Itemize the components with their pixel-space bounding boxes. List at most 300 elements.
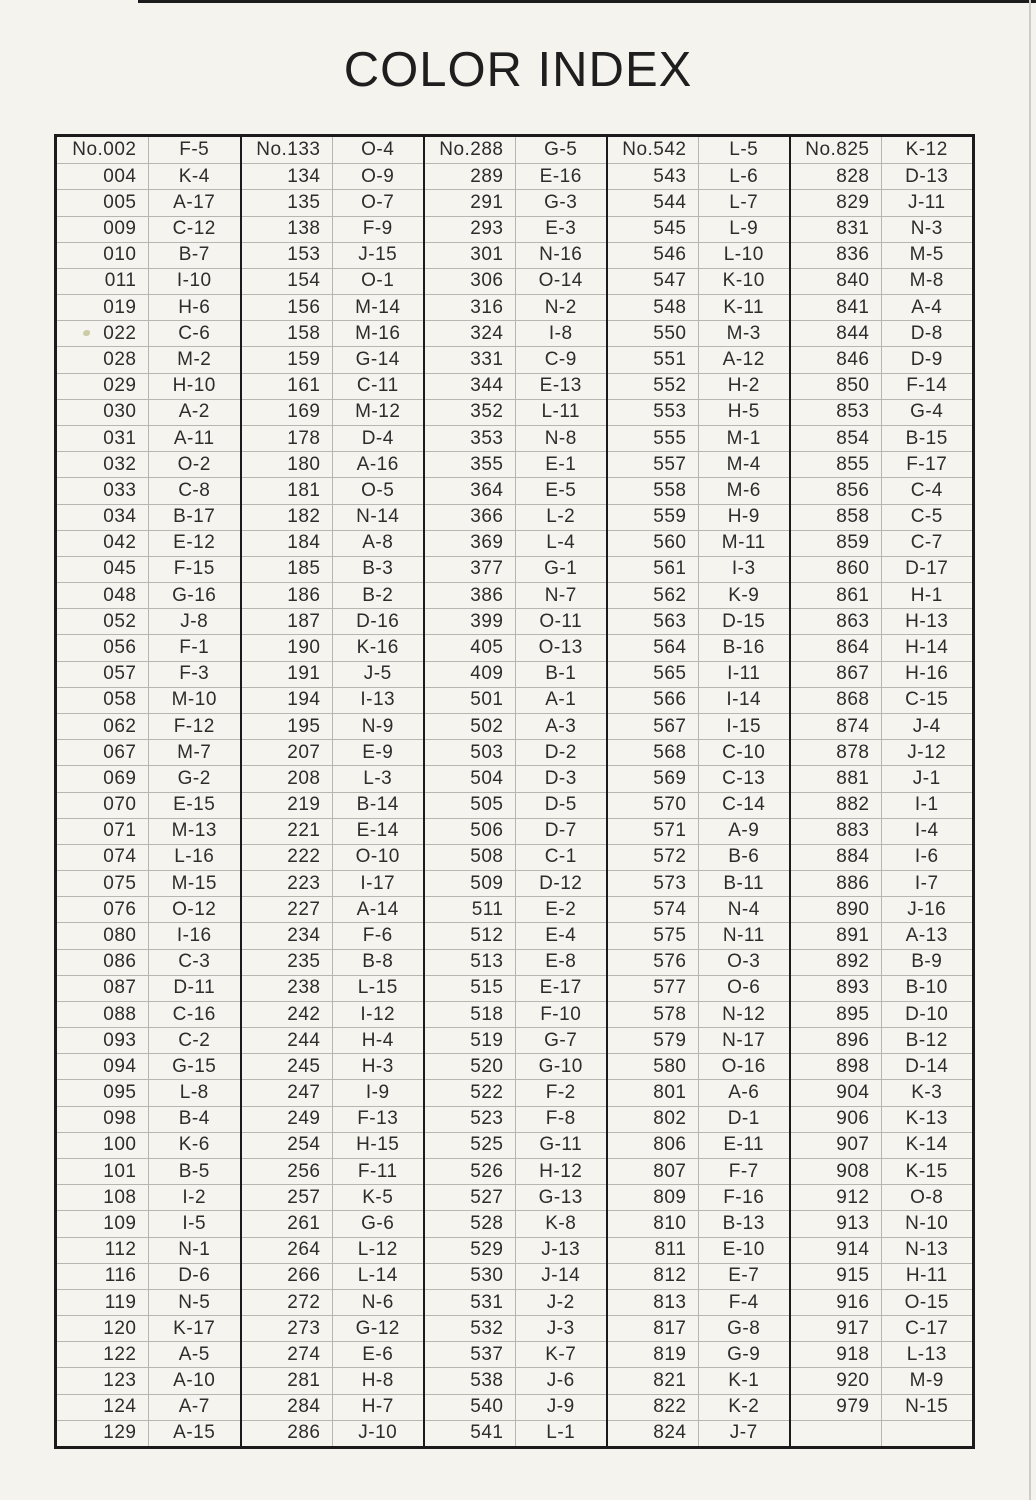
color-number-cell: 561 [608,557,699,582]
grid-code-cell: G-16 [172,584,217,606]
grid-code-cell: E-12 [173,532,216,554]
grid-code-cell: G-14 [355,349,400,371]
grid-code-cell: J-10 [358,1422,398,1444]
grid-code-cell: D-2 [544,741,577,763]
color-number-cell: 182 [242,505,333,530]
color-number-cell: 558 [608,478,699,503]
table-row [425,1367,606,1393]
grid-code-cell: O-2 [177,453,211,475]
color-number-cell: 235 [242,950,333,975]
grid-code-cell: F-13 [357,1108,399,1130]
grid-code-cell: J-7 [729,1422,758,1444]
grid-code-cell: E-14 [356,820,399,842]
color-number-cell: 874 [791,714,882,739]
grid-code-cell: C-11 [356,375,399,397]
grid-code-cell: D-13 [905,165,949,187]
table-row [242,661,423,687]
color-number-cell: 056 [57,635,149,660]
color-number-cell: 386 [425,583,516,608]
table-row [425,1420,606,1446]
grid-code-cell: A-13 [905,924,948,946]
grid-code-cell: A-14 [356,898,399,920]
color-number-cell: 575 [608,923,699,948]
color-number-cell: 810 [608,1211,699,1236]
color-number-cell: 264 [242,1238,333,1263]
table-row [242,949,423,975]
table-row [791,320,972,346]
color-number-cell: 807 [608,1159,699,1184]
grid-code-cell: F-4 [728,1291,759,1313]
color-number-cell: 364 [425,478,516,503]
table-row [608,922,789,948]
color-number-cell: 010 [57,243,149,268]
grid-code-cell: I-9 [365,1082,390,1104]
grid-code-cell: M-2 [177,349,212,371]
color-number-cell: 101 [57,1159,149,1184]
table-row [425,949,606,975]
grid-code-cell: O-14 [538,270,583,292]
table-row [791,268,972,294]
table-row [425,1079,606,1105]
table-row [57,399,240,425]
color-number-cell: 560 [608,531,699,556]
color-number-cell: 377 [425,557,516,582]
color-number-cell: 284 [242,1395,333,1420]
color-number-cell: 531 [425,1290,516,1315]
table-row [57,1315,240,1341]
table-row [425,346,606,372]
color-number-cell: 399 [425,609,516,634]
color-number-cell: 249 [242,1107,333,1132]
color-number-cell: 219 [242,793,333,818]
color-number-cell: 191 [242,662,333,687]
table-row [242,1184,423,1210]
table-row [608,373,789,399]
table-row [608,896,789,922]
table-row [242,792,423,818]
table-row [57,477,240,503]
grid-code-cell: F-2 [545,1082,576,1104]
color-number-cell: 186 [242,583,333,608]
grid-code-cell: M-10 [171,689,217,711]
table-row [57,216,240,242]
color-number-cell: 227 [242,897,333,922]
table-row [242,1289,423,1315]
color-number-cell: No.542 [608,137,699,163]
grid-code-cell: L-13 [906,1343,947,1365]
grid-code-cell: L-6 [729,165,759,187]
color-number-cell: 884 [791,845,882,870]
grid-code-cell: N-16 [539,244,583,266]
grid-code-cell: G-9 [727,1343,761,1365]
color-index-table [54,134,975,1449]
color-number-cell [791,1421,882,1446]
grid-code-cell: I-13 [360,689,396,711]
color-number-cell: 895 [791,1002,882,1027]
color-number-cell: 515 [425,976,516,1001]
color-number-cell: 194 [242,688,333,713]
table-row [242,1001,423,1027]
color-number-cell: 564 [608,635,699,660]
table-row [791,1079,972,1105]
color-number-cell: 074 [57,845,149,870]
grid-code-cell: B-10 [905,977,948,999]
grid-code-cell: M-14 [355,296,401,318]
table-row [57,556,240,582]
color-number-cell: 916 [791,1290,882,1315]
grid-code-cell: F-14 [906,375,948,397]
color-number-cell: 881 [791,766,882,791]
grid-code-cell: D-8 [910,322,943,344]
color-number-cell: 552 [608,374,699,399]
grid-code-cell: N-10 [905,1212,949,1234]
color-number-cell: 254 [242,1133,333,1158]
table-row [425,425,606,451]
grid-code-cell: D-9 [910,349,943,371]
table-row [425,844,606,870]
grid-code-cell: F-3 [179,663,210,685]
color-number-cell: 505 [425,793,516,818]
table-row [791,163,972,189]
color-number-cell: 511 [425,897,516,922]
table-row [425,713,606,739]
table-row [242,399,423,425]
table-row [57,1394,240,1420]
table-row [242,1237,423,1263]
grid-code-cell: C-3 [178,951,211,973]
grid-code-cell: I-2 [182,1186,207,1208]
grid-code-cell: G-1 [544,558,578,580]
grid-code-cell: K-5 [362,1186,394,1208]
grid-code-cell: C-6 [178,322,211,344]
color-number-cell: 071 [57,819,149,844]
color-number-cell: 920 [791,1368,882,1393]
color-number-cell: 891 [791,923,882,948]
table-row [425,1289,606,1315]
grid-code-cell: B-15 [905,427,948,449]
table-row [425,477,606,503]
table-row [608,346,789,372]
table-row [242,844,423,870]
color-number-cell: 545 [608,217,699,242]
color-number-cell: 573 [608,871,699,896]
color-number-cell: 366 [425,505,516,530]
table-row [57,1367,240,1393]
table-row [425,975,606,1001]
table-row [791,975,972,1001]
color-number-cell: 855 [791,452,882,477]
table-row [242,294,423,320]
color-number-cell: 856 [791,478,882,503]
color-number-cell: 918 [791,1342,882,1367]
color-number-cell: 242 [242,1002,333,1027]
table-row [791,1289,972,1315]
table-row [57,1263,240,1289]
color-number-cell: 048 [57,583,149,608]
table-row [425,792,606,818]
grid-code-cell: A-16 [356,453,399,475]
table-row [242,477,423,503]
color-number-cell: 223 [242,871,333,896]
color-number-cell: 502 [425,714,516,739]
table-row [425,1263,606,1289]
grid-code-cell: D-7 [544,820,577,842]
color-number-cell: 525 [425,1133,516,1158]
grid-code-cell: O-16 [721,1055,766,1077]
grid-code-cell: C-4 [910,479,943,501]
grid-code-cell: M-6 [726,479,761,501]
table-row [608,608,789,634]
grid-code-cell: B-1 [545,663,577,685]
table-row [791,1027,972,1053]
color-number-cell: 526 [425,1159,516,1184]
grid-code-cell: D-6 [178,1265,211,1287]
color-number-cell: 207 [242,740,333,765]
color-number-cell: 274 [242,1342,333,1367]
grid-code-cell: K-9 [728,584,760,606]
grid-code-cell: M-3 [726,322,761,344]
table-row [425,504,606,530]
grid-code-cell: E-3 [545,218,577,240]
table-row [242,1394,423,1420]
grid-code-cell: E-15 [173,794,216,816]
color-number-cell: 033 [57,478,149,503]
grid-code-cell: J-9 [546,1396,575,1418]
grid-code-cell: O-7 [361,191,395,213]
grid-code-cell: K-14 [905,1134,948,1156]
color-number-cell: 135 [242,190,333,215]
grid-code-cell: I-16 [176,924,212,946]
table-row [608,1420,789,1446]
color-number-cell: 291 [425,190,516,215]
grid-code-cell: L-12 [357,1239,398,1261]
grid-code-cell: L-3 [363,767,393,789]
grid-code-cell: F-9 [362,218,393,240]
table-row [425,268,606,294]
table-row [242,1315,423,1341]
grid-code-cell: D-4 [361,427,394,449]
grid-code-cell: J-4 [912,715,941,737]
color-number-cell: 062 [57,714,149,739]
color-number-cell: 513 [425,950,516,975]
table-row [791,1001,972,1027]
grid-code-cell: H-1 [910,584,943,606]
grid-code-cell: I-7 [914,872,939,894]
color-number-cell: 868 [791,688,882,713]
grid-code-cell: G-11 [539,1134,583,1156]
color-number-cell: No.133 [242,137,333,163]
table-row [608,530,789,556]
grid-code-cell: H-6 [178,296,211,318]
table-row [425,242,606,268]
table-row [57,425,240,451]
grid-code-cell: J-1 [912,767,941,789]
table-row [57,1210,240,1236]
color-number-cell: 011 [57,269,149,294]
table-row [425,1210,606,1236]
color-number-cell: 553 [608,400,699,425]
color-number-cell: 906 [791,1107,882,1132]
color-number-cell: 138 [242,217,333,242]
grid-code-cell: O-13 [538,637,583,658]
color-number-cell: 028 [57,347,149,372]
grid-code-cell: J-8 [180,610,209,632]
color-number-cell: 557 [608,452,699,477]
table-row [57,1079,240,1105]
table-row [242,451,423,477]
grid-code-cell: C-1 [544,846,577,868]
grid-code-cell [882,1421,973,1446]
table-row [791,1158,972,1184]
color-number-cell: 245 [242,1054,333,1079]
color-number-cell: 859 [791,531,882,556]
table-row [425,1027,606,1053]
table-row [242,1367,423,1393]
grid-code-cell: G-4 [910,401,944,423]
grid-code-cell: D-16 [356,610,400,632]
color-number-cell: 858 [791,505,882,530]
grid-code-cell: B-3 [362,558,394,580]
grid-code-cell: E-10 [722,1239,765,1261]
grid-code-cell: H-13 [905,610,949,632]
table-row [608,818,789,844]
grid-code-cell: B-5 [178,1160,210,1182]
color-number-cell: 519 [425,1028,516,1053]
grid-code-cell: A-15 [173,1422,216,1444]
table-row [791,504,972,530]
table-row [608,844,789,870]
color-number-cell: 009 [57,217,149,242]
index-column-5 [789,137,972,1446]
table-row [425,870,606,896]
color-number-cell: 569 [608,766,699,791]
color-number-cell: No.825 [791,137,882,163]
table-row [608,713,789,739]
table-row [791,818,972,844]
color-number-cell: 508 [425,845,516,870]
color-number-cell: 572 [608,845,699,870]
table-row [242,242,423,268]
grid-code-cell: M-9 [909,1370,944,1392]
table-row [57,1341,240,1367]
grid-code-cell: H-4 [361,1029,394,1051]
color-number-cell: 286 [242,1421,333,1446]
color-number-cell: 503 [425,740,516,765]
grid-code-cell: C-8 [178,479,211,501]
table-row [791,1106,972,1132]
grid-code-cell: N-12 [722,1003,766,1025]
grid-code-cell: F-17 [906,453,948,475]
color-number-cell: 029 [57,374,149,399]
table-row [608,137,789,163]
color-number-cell: 281 [242,1368,333,1393]
color-number-cell: 042 [57,531,149,556]
grid-code-cell: K-11 [723,296,765,318]
grid-code-cell: L-8 [179,1082,209,1104]
grid-code-cell: G-13 [538,1186,583,1208]
color-number-cell: 184 [242,531,333,556]
grid-code-cell: H-14 [905,637,949,658]
color-number-cell: 806 [608,1133,699,1158]
grid-code-cell: D-11 [173,977,216,999]
color-number-cell: 181 [242,478,333,503]
grid-code-cell: J-2 [546,1291,575,1313]
grid-code-cell: N-8 [544,427,577,449]
grid-code-cell: B-14 [356,794,399,816]
grid-code-cell: J-3 [546,1317,575,1339]
color-number-cell: 344 [425,374,516,399]
table-row [57,765,240,791]
table-row [608,661,789,687]
table-row [791,556,972,582]
table-row [57,163,240,189]
color-number-cell: 841 [791,295,882,320]
grid-code-cell: O-10 [355,846,400,868]
index-column-2 [240,137,423,1446]
grid-code-cell: H-15 [356,1134,400,1156]
table-row [791,137,972,163]
grid-code-cell: N-4 [727,898,760,920]
grid-code-cell: K-7 [545,1343,577,1365]
color-number-cell: 546 [608,243,699,268]
table-row [57,1289,240,1315]
color-number-cell: 512 [425,923,516,948]
color-number-cell: 563 [608,609,699,634]
table-row [242,1210,423,1236]
color-number-cell: 045 [57,557,149,582]
color-number-cell: 527 [425,1185,516,1210]
table-row [608,1106,789,1132]
grid-code-cell: O-15 [904,1291,949,1313]
color-number-cell: 579 [608,1028,699,1053]
grid-code-cell: B-11 [723,872,765,894]
color-number-cell: 238 [242,976,333,1001]
color-number-cell: 883 [791,819,882,844]
color-number-cell: 828 [791,164,882,189]
grid-code-cell: B-7 [178,244,210,266]
table-row [425,739,606,765]
color-number-cell: 541 [425,1421,516,1446]
color-number-cell: 904 [791,1080,882,1105]
color-number-cell: 019 [57,295,149,320]
color-number-cell: 187 [242,609,333,634]
color-number-cell: 817 [608,1316,699,1341]
table-row [791,922,972,948]
color-number-cell: 119 [57,1290,149,1315]
color-number-cell: 831 [791,217,882,242]
color-number-cell: 004 [57,164,149,189]
color-number-cell: 352 [425,400,516,425]
color-number-cell: 567 [608,714,699,739]
grid-code-cell: L-5 [729,139,759,161]
table-row [791,1237,972,1263]
color-number-cell: 005 [57,190,149,215]
table-row [425,1001,606,1027]
grid-code-cell: M-15 [171,872,217,894]
table-row [791,1420,972,1446]
grid-code-cell: B-9 [911,951,943,973]
color-number-cell: 801 [608,1080,699,1105]
table-row [242,1341,423,1367]
color-number-cell: 850 [791,374,882,399]
color-number-cell: 555 [608,426,699,451]
table-row [242,1420,423,1446]
grid-code-cell: H-3 [361,1055,394,1077]
page-title: COLOR INDEX [343,43,693,97]
table-row [608,1158,789,1184]
color-number-cell: 854 [791,426,882,451]
table-row [608,1263,789,1289]
